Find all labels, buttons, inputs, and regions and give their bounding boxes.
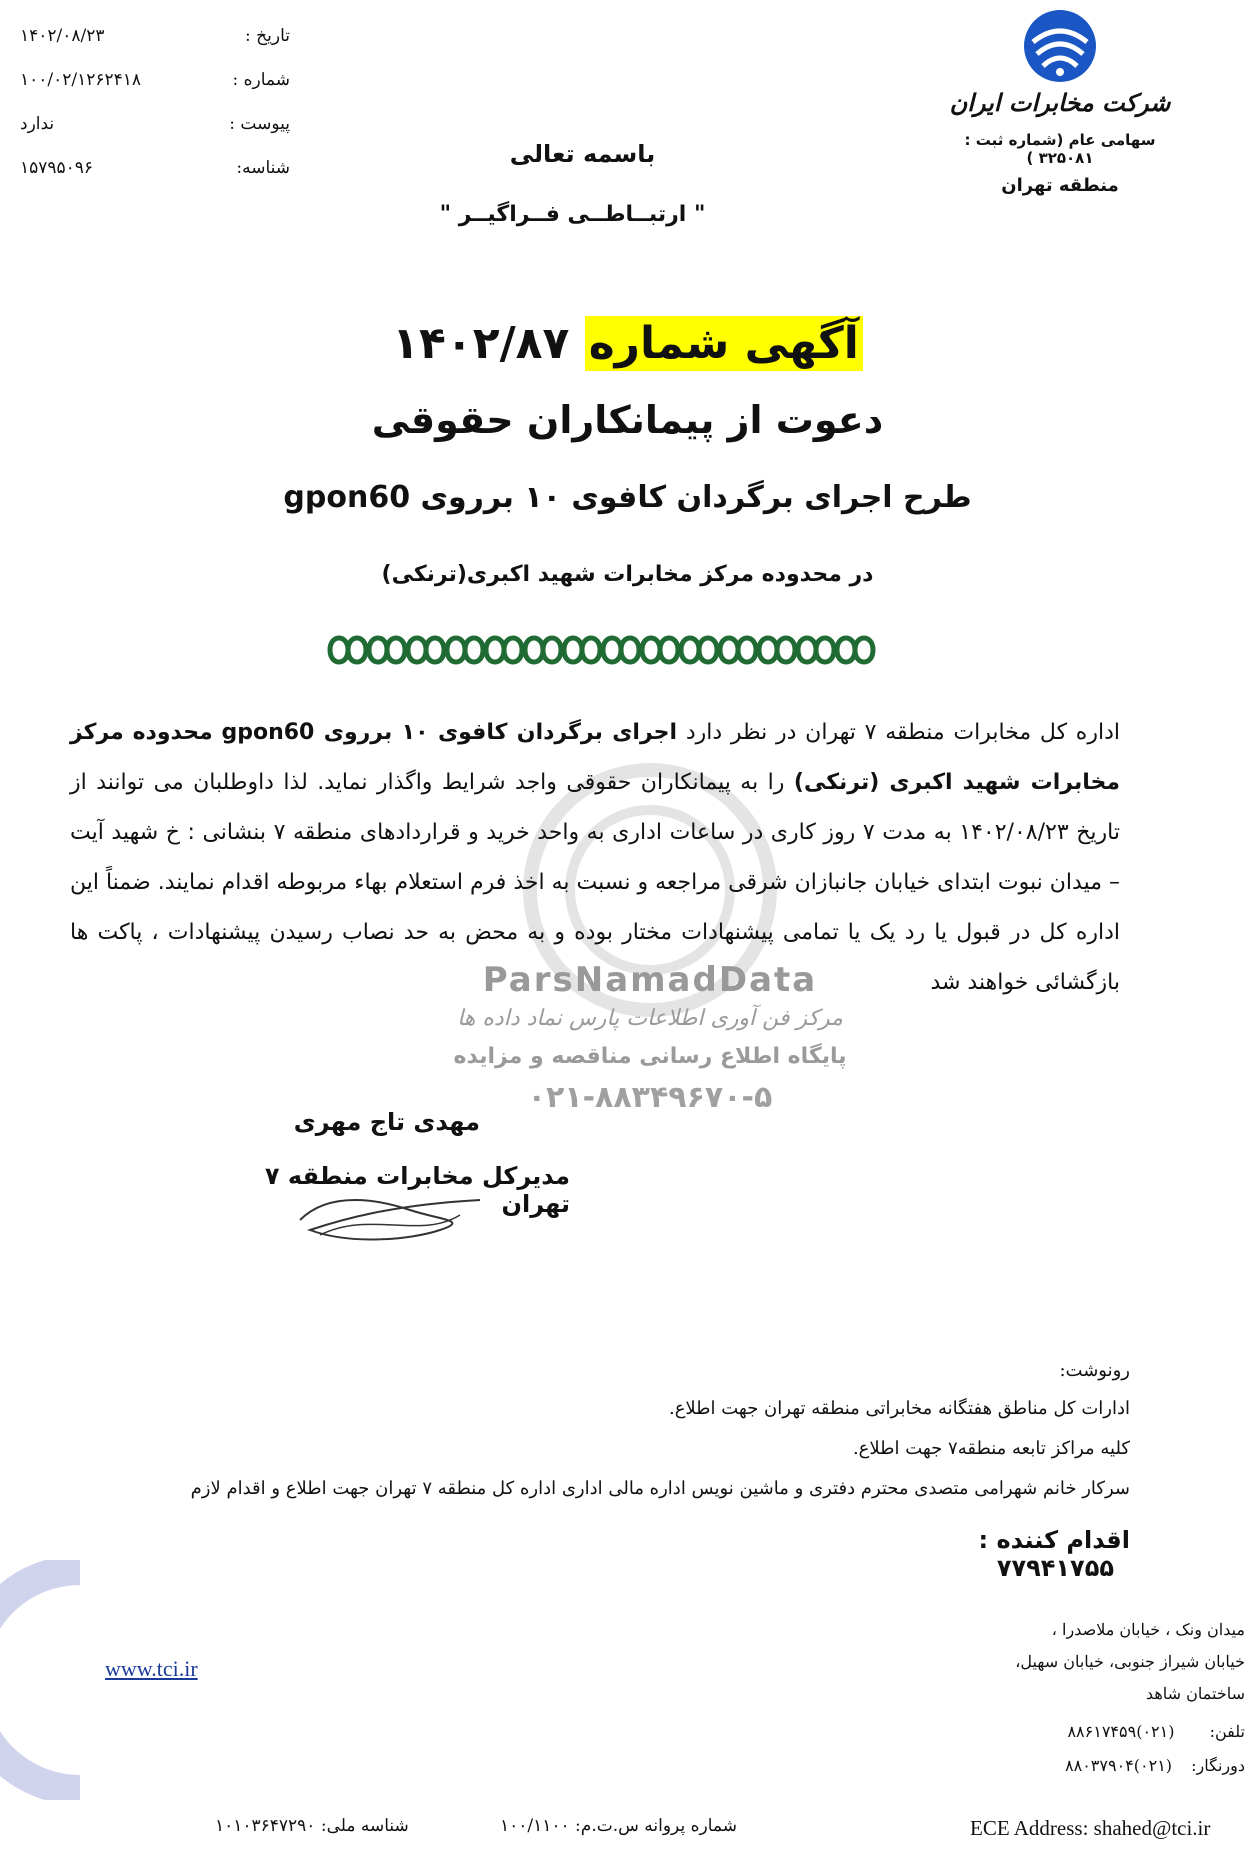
meta-id-value: ۱۵۷۹۵۰۹۶ [20, 158, 94, 178]
footer-fax-label: دورنگار: [1191, 1756, 1245, 1775]
footer-fax-value: (۰۲۱)۸۸۰۳۷۹۰۴ [1065, 1756, 1173, 1775]
body-paragraph [70, 708, 1120, 1008]
body-part-4: مرکز مخابرات شهید اکبری (ترنکی) [70, 720, 1120, 795]
company-name: شرکت مخابرات ایران [949, 88, 1171, 117]
ornament-knot [837, 638, 873, 662]
meta-date-row [20, 14, 290, 58]
signer-title: مدیرکل مخابرات منطقه ۷ تهران [264, 1162, 570, 1218]
ad-area: در محدوده مرکز مخابرات شهید اکبری(ترنکی) [381, 562, 874, 587]
ornament-knot [603, 638, 639, 662]
meta-date-label: تاریخ : [245, 26, 290, 46]
footer-address-1: میدان ونک ، خیابان ملاصدرا ، [1051, 1620, 1245, 1639]
meta-number-label: شماره : [232, 70, 290, 90]
body-part-2: اجرای برگردان کافوی ۱۰ برروی gpon60 [221, 720, 678, 745]
meta-number-row [20, 58, 290, 102]
ad-title-highlight: آگهی شماره [585, 316, 863, 371]
meta-id-label: شناسه: [236, 158, 290, 178]
company-region: منطقه تهران [1001, 175, 1119, 196]
ornament-knot [681, 638, 717, 662]
ornament-knot [330, 638, 366, 662]
slogan: " ارتبــاطــی فــراگیــر " [439, 202, 706, 227]
ornament-knot [564, 638, 600, 662]
decorative-arc-icon [0, 1560, 90, 1800]
footer-tel [955, 1722, 1245, 1741]
footer-license: شماره پروانه س.ت.م: ۱۰۰/۱۱۰۰ [500, 1816, 737, 1836]
footer-tel-label: تلفن: [1209, 1722, 1245, 1741]
body-part-1: اداره کل مخابرات منطقه ۷ تهران در نظر دارد [685, 720, 1120, 745]
cc-label: رونوشت: [1059, 1360, 1130, 1381]
ornament-knot [447, 638, 483, 662]
watermark-phone: ۰۲۱-۸۸۳۴۹۶۷۰-۵ [527, 1080, 773, 1115]
meta-attachment-value: ندارد [20, 114, 55, 134]
basmala: باسمه تعالی [509, 140, 656, 168]
signer-name: مهدی تاج مهری [293, 1108, 480, 1136]
meta-date-value: ۱۴۰۲/۰۸/۲۳ [20, 26, 105, 46]
ornament-knot [525, 638, 561, 662]
footer-national-id: شناسه ملی: ۱۰۱۰۳۶۴۷۲۹۰ [215, 1816, 409, 1836]
actor-line [840, 1526, 1130, 1582]
ornament-knot [408, 638, 444, 662]
watermark-line2: پایگاه اطلاع رسانی مناقصه و مزایده [453, 1044, 847, 1069]
ad-invite: دعوت از پیمانکاران حقوقی [371, 398, 884, 442]
watermark-line1: مرکز فن آوری اطلاعات پارس نماد داده ها [457, 1006, 843, 1031]
actor-number: ۷۷۹۴۱۷۵۵ [996, 1554, 1114, 1582]
footer-fax [955, 1756, 1245, 1775]
ad-title-number: ۱۴۰۲/۸۷ [392, 318, 570, 369]
cc-line-1: ادارات کل مناطق هفتگانه مخابراتی منطقه تهران جهت اطلاع. [668, 1398, 1130, 1419]
company-registration: سهامی عام (شماره ثبت : ۳۲۵۰۸۱ ) [964, 131, 1156, 167]
cc-line-2: کلیه مراکز تابعه منطقه۷ جهت اطلاع. [852, 1438, 1130, 1459]
body-part-5: را به پیمانکاران حقوقی واجد شرایط واگذار نماید. لذا داوطلبان می توانند از تاریخ ۱۴۰۲/۰۸/۲۳ به مدت ۷ روز کاری در ساعات اداری به واحد خرید و قراردادهای منطقه ۷ بنشانی : خ شهید آیت – میدان نبوت ابتدای خیابان جانبازان شرقی مراجعه و نسبت به اخذ فرم استعلام بهاء مربوطه اقدام نمایند. ضمناً این اداره کل در قبول یا رد یک یا تمامی پیشنهادات مختار بوده و به محض به حد نصاب رسیدن پیشنهادات ، پاکت ها بازگشائی خواهند شد [70, 770, 1120, 995]
signature-icon [290, 1170, 490, 1250]
ornament-knot [720, 638, 756, 662]
ornament-divider-icon [320, 630, 880, 670]
meta-number-value: ۱۰۰/۰۲/۱۲۶۲۴۱۸ [20, 70, 142, 90]
ornament-knot [642, 638, 678, 662]
website-link[interactable]: www.tci.ir [105, 1656, 198, 1681]
watermark-brand: ParsNamadData [482, 960, 818, 1000]
ornament-knot [486, 638, 522, 662]
ornament-knot [798, 638, 834, 662]
footer-ece-address: ECE Address: shahed@tci.ir [970, 1816, 1211, 1840]
meta-attachment-label: پیوست : [229, 114, 290, 134]
ad-plan: طرح اجرای برگردان کافوی ۱۰ برروی gpon60 [283, 480, 972, 515]
footer-address-2: خیابان شیراز جنوبی، خیابان سهیل، [1015, 1652, 1245, 1671]
body-part-3: محدوده [132, 720, 213, 745]
ad-title [0, 318, 1255, 369]
tci-logo-icon [1015, 6, 1105, 86]
actor-label: اقدام کننده : [978, 1526, 1130, 1554]
cc-line-3: سرکار خانم شهرامی متصدی محترم دفتری و ماشین نویس اداره مالی اداری اداره کل منطقه ۷ تهران جهت اطلاع و اقدام لازم [190, 1478, 1130, 1499]
footer-tel-value: (۰۲۱)۸۸۶۱۷۴۵۹ [1067, 1722, 1175, 1741]
ornament-knot [759, 638, 795, 662]
ornament-knot [369, 638, 405, 662]
footer-address-3: ساختمان شاهد [1145, 1684, 1245, 1703]
